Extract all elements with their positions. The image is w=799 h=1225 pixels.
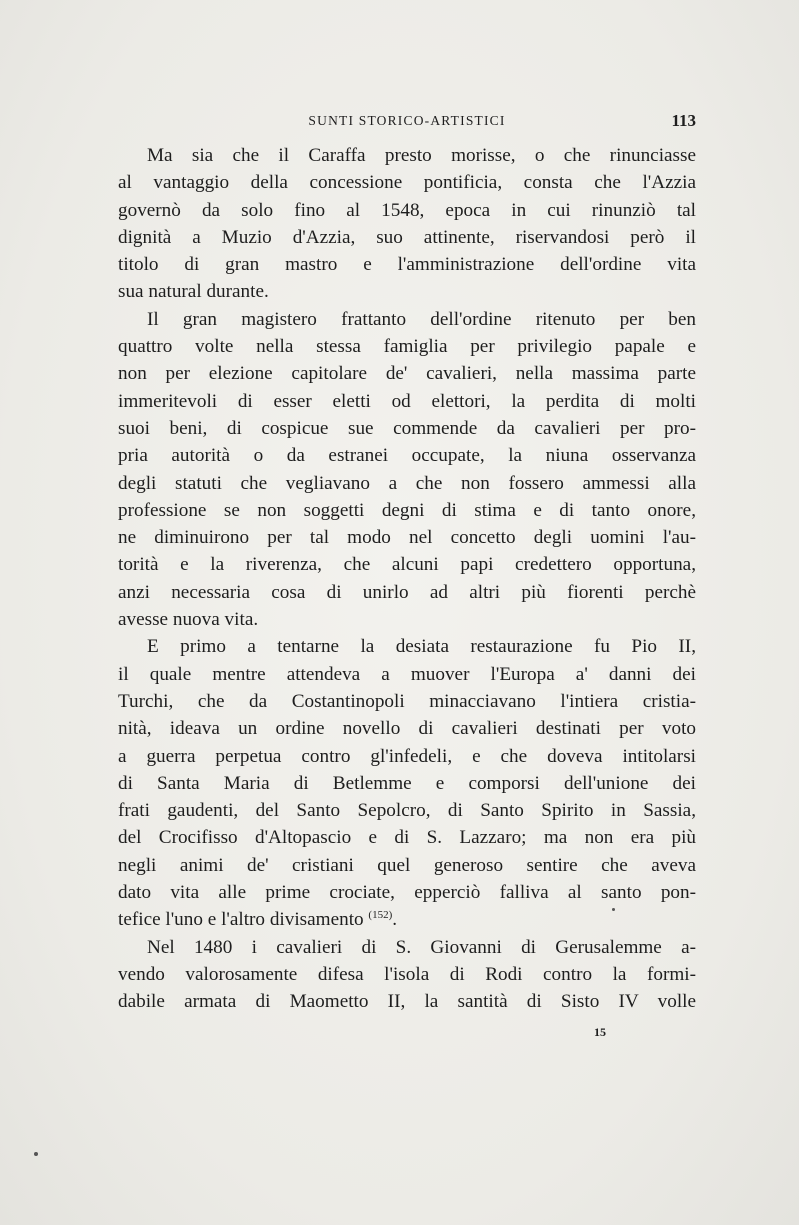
text-line-content: Turchi, che da Costantinopoli minacciavano l'intiera cristia- <box>118 690 696 712</box>
text-line <box>118 169 696 196</box>
text-line <box>118 224 696 251</box>
text-line-content: il quale mentre attendeva a muover l'Europa a' danni dei <box>118 663 696 685</box>
text-line <box>118 770 696 797</box>
text-line-content: ne diminuirono per tal modo nel concetto degli uomini l'au- <box>118 527 696 549</box>
text-line-content: dabile armata di Maometto II, la santità di Sisto IV volle <box>118 991 696 1013</box>
text-line-content: suoi beni, di cospicue sue commende da cavalieri per pro- <box>118 417 696 439</box>
text-line-content: Ma sia che il Caraffa presto morisse, o che rinunciasse <box>147 145 696 166</box>
text-line <box>118 961 696 988</box>
text-line <box>118 415 696 442</box>
text-line <box>118 879 696 906</box>
body-text <box>118 142 696 1016</box>
text-line-content: immeritevoli di esser eletti od elettori, la perdita di molti <box>118 390 696 412</box>
text-line-content: dignità a Muzio d'Azzia, suo attinente, riservandosi però il <box>118 226 696 248</box>
text-line <box>118 278 696 305</box>
footnote-marker: (152) <box>368 909 393 922</box>
text-line-content: E primo a tentarne la desiata restaurazione fu Pio II, <box>147 636 696 658</box>
text-line <box>118 251 696 278</box>
text-line <box>118 797 696 824</box>
text-line-content: degli statuti che vegliavano a che non fossero ammessi alla <box>118 472 696 494</box>
text-line <box>118 743 696 770</box>
text-line <box>118 715 696 742</box>
text-line <box>118 497 696 524</box>
text-line-content: pria autorità o da estranei occupate, la niuna osservanza <box>118 445 696 467</box>
text-line-content: avesse nuova vita. <box>118 609 259 631</box>
text-line <box>118 688 696 715</box>
text-line <box>118 606 696 633</box>
text-line <box>118 470 696 497</box>
text-line-content: tefice l'uno e l'altro divisamento <box>118 909 364 931</box>
text-line <box>118 360 696 387</box>
ink-speck <box>34 1152 38 1156</box>
text-line-content: a guerra perpetua contro gl'infedeli, e che doveva intitolarsi <box>118 745 696 767</box>
text-line-content: nità, ideava un ordine novello di cavalieri destinati per voto <box>118 718 696 740</box>
text-line-content: dato vita alle prime crociate, epperciò falliva al santo pon- <box>118 882 696 904</box>
ink-speck <box>612 908 615 911</box>
text-line <box>118 988 696 1015</box>
signature-mark: 15 <box>594 1025 606 1039</box>
text-line <box>118 633 696 660</box>
text-line <box>118 442 696 469</box>
text-line-content: di Santa Maria di Betlemme e comporsi dell'unione dei <box>118 772 696 794</box>
text-line-content: non per elezione capitolare de' cavalieri, nella massima parte <box>118 363 696 385</box>
text-line-content: vendo valorosamente difesa l'isola di Rodi contro la formi- <box>118 963 696 985</box>
text-line <box>118 142 696 169</box>
text-line-content: torità e la riverenza, che alcuni papi credettero opportuna, <box>118 554 696 576</box>
text-line-content: titolo di gran mastro e l'amministrazione dell'ordine vita <box>118 254 696 276</box>
text-line-content: negli animi de' cristiani quel generoso sentire che aveva <box>118 854 696 876</box>
punctuation: . <box>392 909 398 931</box>
text-line-content: governò da solo fino al 1548, epoca in cui rinunziò tal <box>118 199 696 221</box>
text-line-content: quattro volte nella stessa famiglia per privilegio papale e <box>118 336 696 358</box>
text-line <box>118 388 696 415</box>
text-line <box>118 333 696 360</box>
text-line <box>118 306 696 333</box>
text-line <box>118 824 696 851</box>
text-line <box>118 579 696 606</box>
text-line-content: sua natural durante. <box>118 281 269 303</box>
text-line <box>118 524 696 551</box>
running-title: SUNTI STORICO-ARTISTICI <box>308 113 506 128</box>
text-line <box>118 661 696 688</box>
text-line <box>118 197 696 224</box>
text-line-content: frati gaudenti, del Santo Sepolcro, di Santo Spirito in Sassia, <box>118 800 696 822</box>
text-line <box>118 551 696 578</box>
text-line-content: Il gran magistero frattanto dell'ordine ritenuto per ben <box>147 308 696 330</box>
text-line <box>118 852 696 879</box>
running-head <box>118 113 696 135</box>
text-line <box>118 906 696 933</box>
text-line <box>118 934 696 961</box>
text-line-content: del Crocifisso d'Altopascio e di S. Lazzaro; ma non era più <box>118 827 696 849</box>
page-number: 113 <box>671 111 696 130</box>
text-line-content: al vantaggio della concessione pontificia, consta che l'Azzia <box>118 172 696 194</box>
text-line-content: Nel 1480 i cavalieri di S. Giovanni di Gerusalemme a- <box>147 936 696 958</box>
text-line-content: professione se non soggetti degni di stima e di tanto onore, <box>118 499 696 521</box>
text-line-content: anzi necessaria cosa di unirlo ad altri più fiorenti perchè <box>118 581 696 603</box>
